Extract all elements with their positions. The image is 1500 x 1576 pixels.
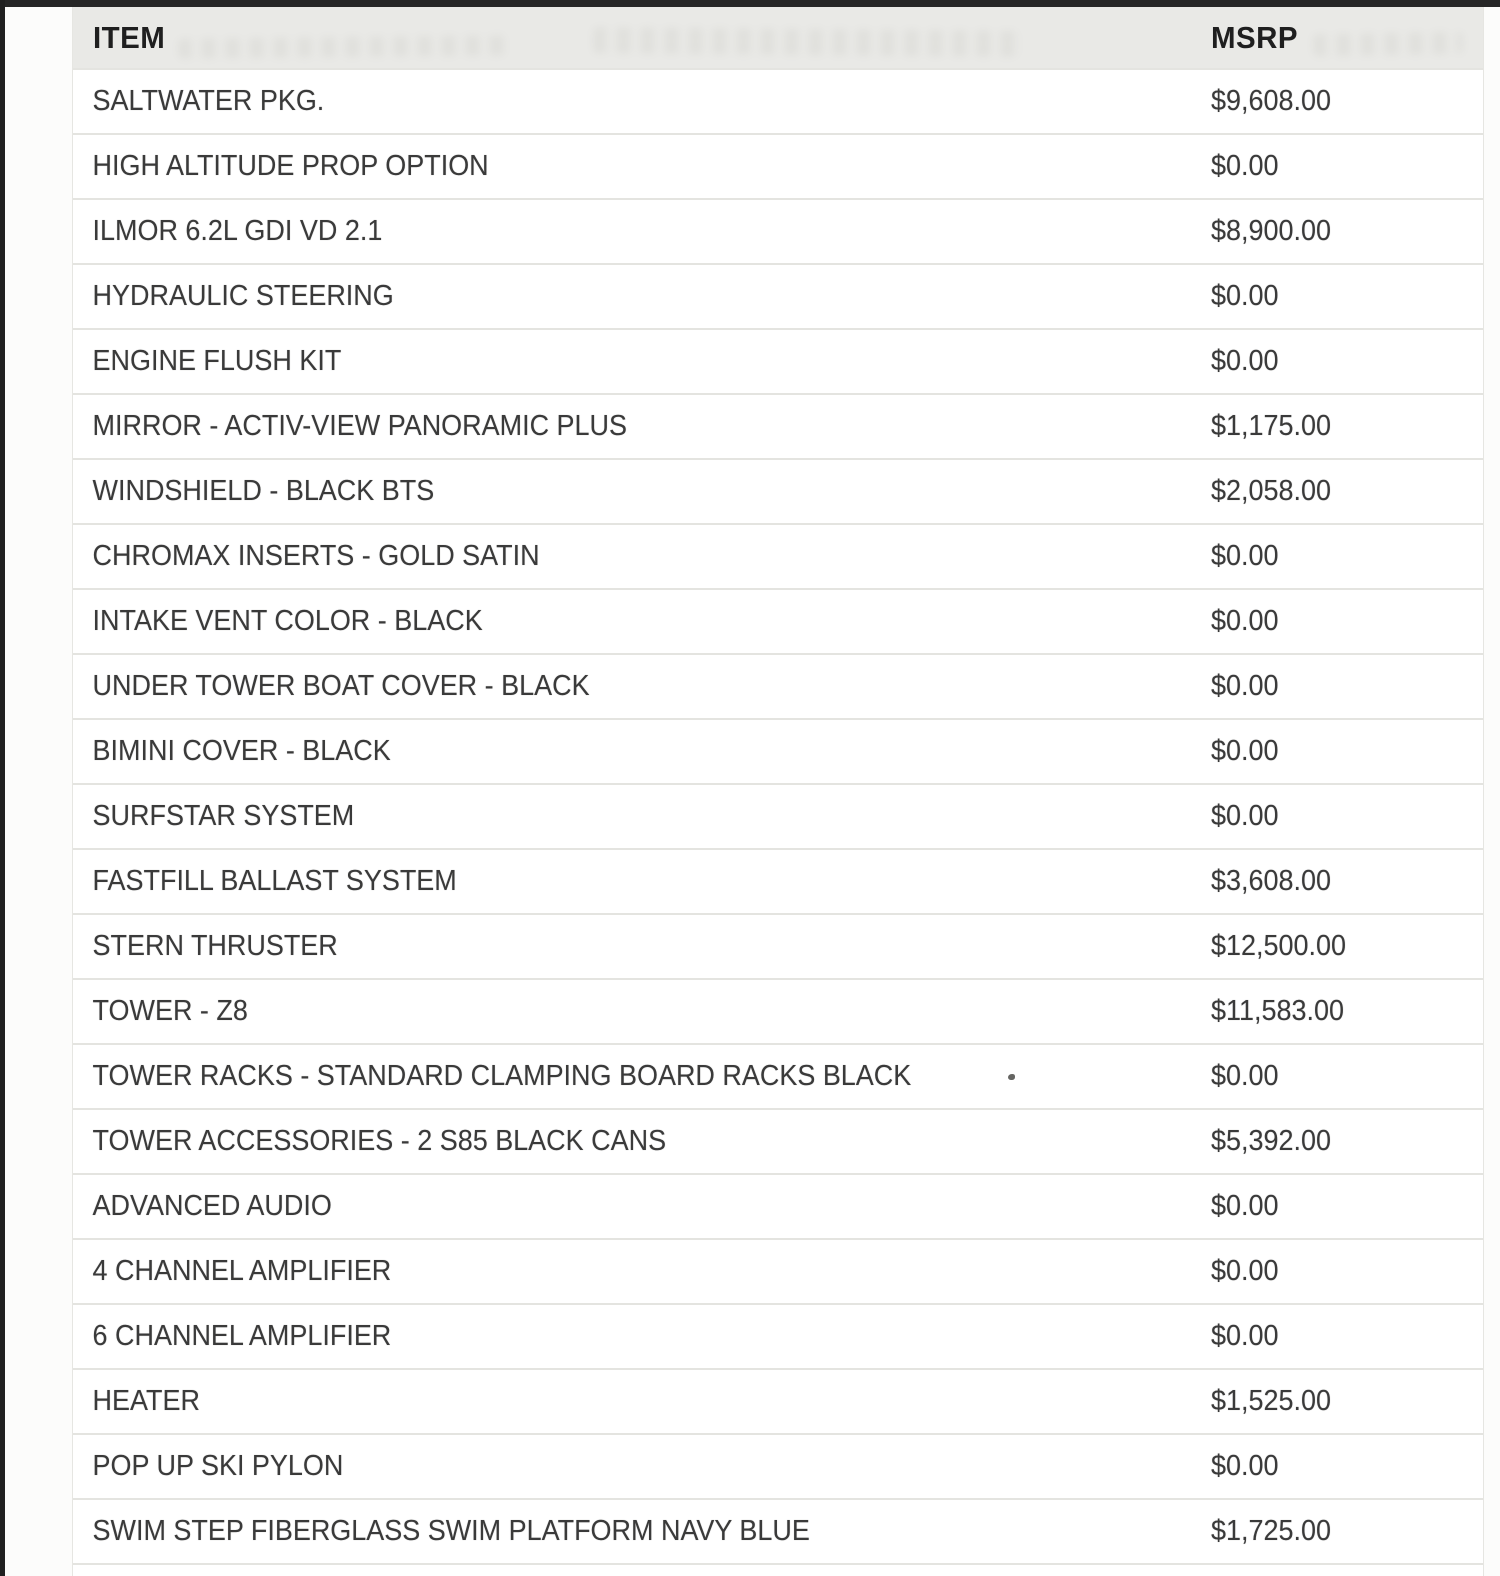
item-cell: SURFSTAR SYSTEM	[92, 800, 355, 832]
table-row	[73, 978, 1483, 1043]
item-cell: POP UP SKI PYLON	[92, 1450, 344, 1482]
table-row	[73, 1108, 1483, 1173]
msrp-cell: $9,608.00	[1211, 85, 1331, 117]
item-cell: 6 CHANNEL AMPLIFIER	[92, 1320, 392, 1352]
item-cell: INTAKE VENT COLOR - BLACK	[92, 605, 483, 637]
item-cell: MIRROR - ACTIV-VIEW PANORAMIC PLUS	[92, 410, 628, 442]
item-cell: TOWER ACCESSORIES - 2 S85 BLACK CANS	[92, 1125, 667, 1157]
item-cell: TOWER - Z8	[92, 995, 248, 1027]
item-cell: UNDER TOWER BOAT COVER - BLACK	[92, 670, 590, 702]
scan-edge-top	[0, 0, 1500, 7]
table-row	[73, 458, 1483, 523]
msrp-cell: $3,608.00	[1211, 865, 1331, 897]
table-row	[73, 1303, 1483, 1368]
table-row	[73, 1498, 1483, 1563]
options-price-table	[72, 7, 1484, 1576]
column-header-msrp: MSRP	[1211, 19, 1298, 55]
msrp-cell: $0.00	[1211, 280, 1279, 312]
column-header-item: ITEM	[92, 19, 166, 55]
msrp-cell: $0.00	[1211, 1255, 1279, 1287]
msrp-cell: $0.00	[1211, 735, 1279, 767]
item-cell: HIGH ALTITUDE PROP OPTION	[92, 150, 489, 182]
msrp-cell: $0.00	[1211, 800, 1279, 832]
item-cell: SWIM STEP FIBERGLASS SWIM PLATFORM NAVY BLUE	[92, 1515, 810, 1547]
item-cell: CHROMAX INSERTS - GOLD SATIN	[92, 540, 540, 572]
table-row	[73, 783, 1483, 848]
table-body	[73, 68, 1483, 1563]
msrp-cell: $12,500.00	[1211, 930, 1346, 962]
item-cell: ENGINE FLUSH KIT	[92, 345, 342, 377]
item-cell: FASTFILL BALLAST SYSTEM	[92, 865, 457, 897]
table-row	[73, 1238, 1483, 1303]
msrp-cell: $0.00	[1211, 1190, 1279, 1222]
table-row	[73, 133, 1483, 198]
table-row	[73, 913, 1483, 978]
msrp-cell: $0.00	[1211, 150, 1279, 182]
table-row	[73, 653, 1483, 718]
msrp-cell: $8,900.00	[1211, 215, 1331, 247]
table-row	[73, 1043, 1483, 1108]
item-cell: ILMOR 6.2L GDI VD 2.1	[92, 215, 383, 247]
item-cell: HYDRAULIC STEERING	[92, 280, 394, 312]
table-row	[73, 523, 1483, 588]
table-header-row	[73, 7, 1483, 68]
table-row	[73, 68, 1483, 133]
msrp-cell: $2,058.00	[1211, 475, 1331, 507]
item-cell: TOWER RACKS - STANDARD CLAMPING BOARD RACKS BLACK	[92, 1060, 912, 1092]
item-cell: 4 CHANNEL AMPLIFIER	[92, 1255, 392, 1287]
partial-next-row	[73, 1563, 1483, 1576]
msrp-cell: $0.00	[1211, 605, 1279, 637]
item-cell: BIMINI COVER - BLACK	[92, 735, 391, 767]
item-cell: SALTWATER PKG.	[92, 85, 325, 117]
table-row	[73, 328, 1483, 393]
table-row	[73, 393, 1483, 458]
item-cell: STERN THRUSTER	[92, 930, 338, 962]
table-row	[73, 588, 1483, 653]
msrp-cell: $0.00	[1211, 1450, 1279, 1482]
item-cell: ADVANCED AUDIO	[92, 1190, 332, 1222]
msrp-cell: $0.00	[1211, 1320, 1279, 1352]
msrp-cell: $1,525.00	[1211, 1385, 1331, 1417]
msrp-cell: $0.00	[1211, 345, 1279, 377]
table-row	[73, 198, 1483, 263]
msrp-cell: $0.00	[1211, 1060, 1279, 1092]
table-row	[73, 1173, 1483, 1238]
msrp-cell: $11,583.00	[1211, 995, 1344, 1027]
scan-edge-left	[0, 0, 5, 1576]
item-cell: WINDSHIELD - BLACK BTS	[92, 475, 435, 507]
table-row	[73, 718, 1483, 783]
table-row	[73, 848, 1483, 913]
msrp-cell: $0.00	[1211, 540, 1279, 572]
table-row	[73, 263, 1483, 328]
table-row	[73, 1433, 1483, 1498]
msrp-cell: $1,725.00	[1211, 1515, 1331, 1547]
msrp-cell: $1,175.00	[1211, 410, 1331, 442]
msrp-cell: $0.00	[1211, 670, 1279, 702]
table-row	[73, 1368, 1483, 1433]
item-cell: HEATER	[92, 1385, 200, 1417]
msrp-cell: $5,392.00	[1211, 1125, 1331, 1157]
